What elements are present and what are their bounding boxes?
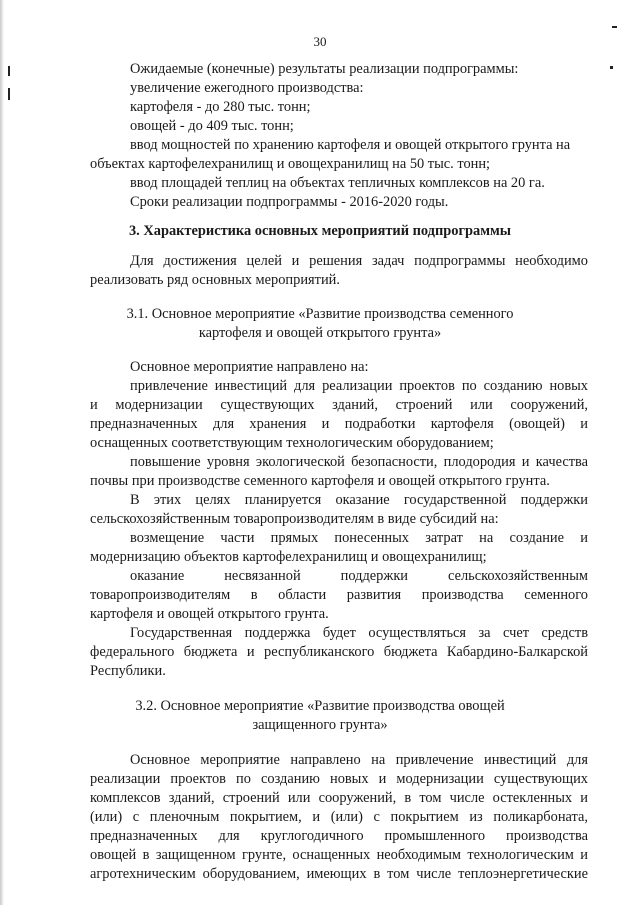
text-line: повышение уровня экологической безопасности, плодородия и качества: [130, 454, 588, 470]
text-line: Республики.: [90, 663, 166, 679]
page-number: 30: [313, 34, 327, 49]
text-line: реализации проектов по созданию новых и модернизации существующих: [90, 771, 588, 787]
subsection-heading-3-1: картофеля и овощей открытого грунта»: [198, 325, 442, 341]
text-line: овощей в защищенном грунте, оснащенных необходимым технологическим и: [90, 847, 588, 863]
text-line: объектах картофелехранилищ и овощехранилищ на 50 тыс. тонн;: [90, 156, 491, 172]
scan-mark: [610, 66, 613, 69]
text-line: овощей - до 409 тыс. тонн;: [130, 118, 294, 134]
subsection-heading-3-2: защищенного грунта»: [252, 717, 388, 733]
text-line: возмещение части прямых понесенных затрат на создание и: [130, 530, 588, 546]
text-line: Ожидаемые (конечные) результаты реализации подпрограммы:: [130, 61, 519, 77]
text-line: предназначенных для круглогодичного промышленного производства: [90, 828, 588, 844]
text-line: ввод мощностей по хранению картофеля и овощей открытого грунта на: [130, 137, 571, 153]
scan-mark: [8, 88, 10, 100]
section-heading-3: 3. Характеристика основных мероприятий подпрограммы: [128, 223, 512, 239]
text-line: картофеля - до 280 тыс. тонн;: [130, 99, 311, 115]
text-line: Основное мероприятие направлено на:: [130, 359, 369, 375]
scan-mark: [8, 66, 10, 76]
subsection-heading-3-2: 3.2. Основное мероприятие «Развитие производства овощей: [135, 698, 505, 714]
text-line: почвы при производстве семенного картофеля и овощей открытого грунта.: [90, 473, 550, 489]
scan-edge: [0, 0, 4, 905]
text-line: Государственная поддержка будет осуществляться за счет средств: [130, 625, 588, 641]
text-line: комплексов зданий, строений или сооружений, в том числе остекленных и: [90, 790, 588, 806]
text-line: В этих целях планируется оказание государственной поддержки: [130, 492, 588, 508]
text-line: оказание несвязанной поддержки сельскохозяйственным: [130, 568, 588, 584]
text-line: Основное мероприятие направлено на привлечение инвестиций для: [130, 752, 588, 768]
text-line: ввод площадей теплиц на объектах тепличных комплексов на 20 га.: [130, 175, 545, 191]
text-line: оснащенных соответствующим технологическим оборудованием;: [90, 435, 494, 451]
scan-mark: [612, 26, 617, 28]
text-line: Для достижения целей и решения задач подпрограммы необходимо: [130, 253, 588, 269]
text-line: реализовать ряд основных мероприятий.: [90, 272, 340, 288]
text-line: агротехническим оборудованием, имеющих в том числе теплоэнергетические: [90, 866, 588, 882]
subsection-heading-3-1: 3.1. Основное мероприятие «Развитие производства семенного: [126, 306, 514, 322]
text-line: увеличение ежегодного производства:: [130, 80, 364, 96]
text-line: модернизацию объектов картофелехранилищ и овощехранилищ;: [90, 549, 487, 565]
text-line: предназначенных для хранения и подработки картофеля (овощей) и: [90, 416, 588, 432]
text-line: картофеля и овощей открытого грунта.: [90, 606, 329, 622]
text-line: федерального бюджета и республиканского бюджета Кабардино-Балкарской: [90, 644, 588, 660]
text-line: товаропроизводителям в области развития производства семенного: [90, 587, 588, 603]
text-line: сельскохозяйственным товаропроизводителям в виде субсидий на:: [90, 511, 499, 527]
text-line: Сроки реализации подпрограммы - 2016-2020 годы.: [130, 194, 449, 210]
text-line: привлечение инвестиций для реализации проектов по созданию новых: [130, 378, 588, 394]
text-line: и модернизации существующих зданий, строений или сооружений,: [90, 397, 588, 413]
text-line: (или) с пленочным покрытием, и (или) с покрытием из поликарбоната,: [90, 809, 588, 825]
